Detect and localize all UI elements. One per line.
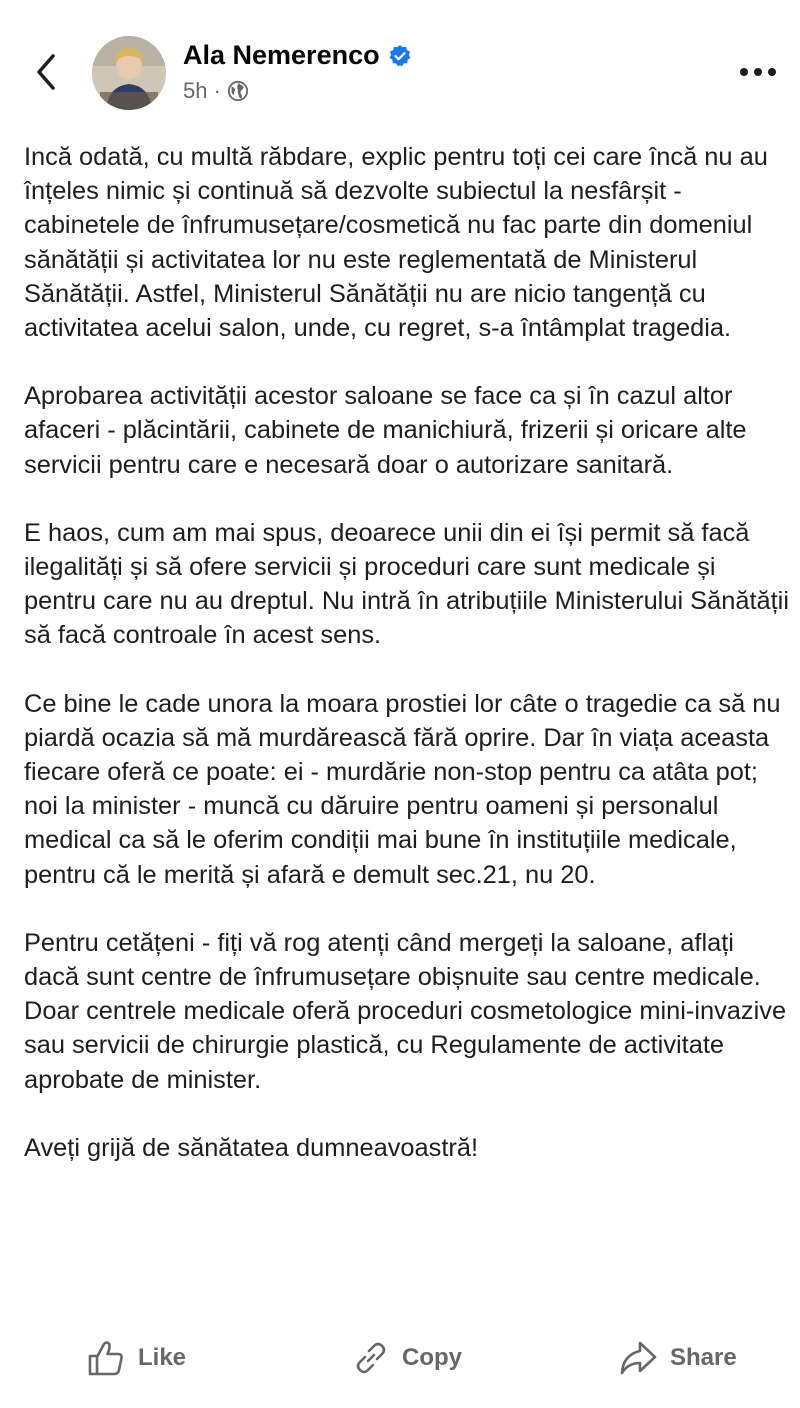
back-button[interactable] [24, 50, 68, 94]
post-header [0, 0, 800, 130]
avatar-photo [92, 36, 166, 110]
post-meta [183, 78, 249, 104]
post-paragraph: Ce bine le cade unora la moara prostiei lor câte o tragedie ca să nu piardă ocazia să mă murdărească fără oprire. Dar în viața aceasta fiecare oferă ce poate: ei - murdărie non-stop pentru ca atâta pot; noi la minister - muncă cu dăruire pentru oameni și personalul medical ca să le oferim condiții mai bune în instituțiile medicale, pentru că le merită și afară e demult sec.21, nu 20. [24, 689, 781, 889]
copy-label: Copy [402, 1344, 462, 1371]
like-label: Like [138, 1344, 187, 1371]
like-button[interactable] [86, 1336, 186, 1380]
share-button[interactable] [618, 1336, 737, 1380]
author-name-text: Ala Nemerenco [183, 40, 380, 70]
post-paragraph: Incă odată, cu multă răbdare, explic pentru toți cei care încă nu au înțeles nimic și continuă să dezvolte subiectul la nesfârșit - cabinetele de înfrumusețare/cosmetică nu fac parte din domeniul sănătății și activitatea lor nu este reglementată de Ministerul Sănătății. Astfel, Ministerul Sănătății nu are nicio tangență cu activitatea acelui salon, unde, cu regret, s-a întâmplat tragedia. [24, 143, 768, 343]
post-paragraph: Aprobarea activității acestor saloane se face ca și în cazul altor afaceri - plăcintării, cabinete de manichiură, frizerii și oricare alte servicii pentru care e necesară doar o autorizare sanitară. [24, 382, 747, 479]
author-name[interactable] [183, 40, 412, 71]
share-label: Share [670, 1344, 737, 1371]
copy-link-icon [352, 1339, 390, 1377]
more-options-icon [738, 67, 778, 77]
post-paragraph: Pentru cetățeni - fiți vă rog atenți când mergeți la saloane, aflați dacă sunt centre de înfrumusețare obișnuite sau centre medicale. Doar centrele medicale oferă proceduri cosmetologice mini-invazive sau servicii de chirurgie plastică, cu Regulamente de activitate aprobate de minister. [24, 928, 787, 1094]
share-icon [618, 1339, 658, 1377]
more-options-button[interactable] [730, 56, 786, 88]
verified-badge-icon [388, 44, 412, 68]
globe-icon [227, 80, 249, 102]
like-icon [86, 1338, 126, 1378]
meta-separator: · [213, 78, 221, 103]
copy-button[interactable] [352, 1336, 462, 1380]
author-avatar[interactable] [92, 36, 166, 110]
post-paragraph: Aveți grijă de sănătatea dumneavoastră! [24, 1133, 479, 1162]
post-actions-bar [0, 1330, 800, 1390]
post-body [24, 140, 794, 1165]
post-timestamp[interactable]: 5h [183, 78, 208, 103]
post-paragraph: E haos, cum am mai spus, deoarece unii din ei își permit să facă ilegalități și să ofere servicii și proceduri care sunt medicale și pentru care nu au dreptul. Nu intră în atribuțiile Ministerului Sănătății să facă controale în acest sens. [24, 518, 789, 650]
back-icon [33, 52, 59, 92]
